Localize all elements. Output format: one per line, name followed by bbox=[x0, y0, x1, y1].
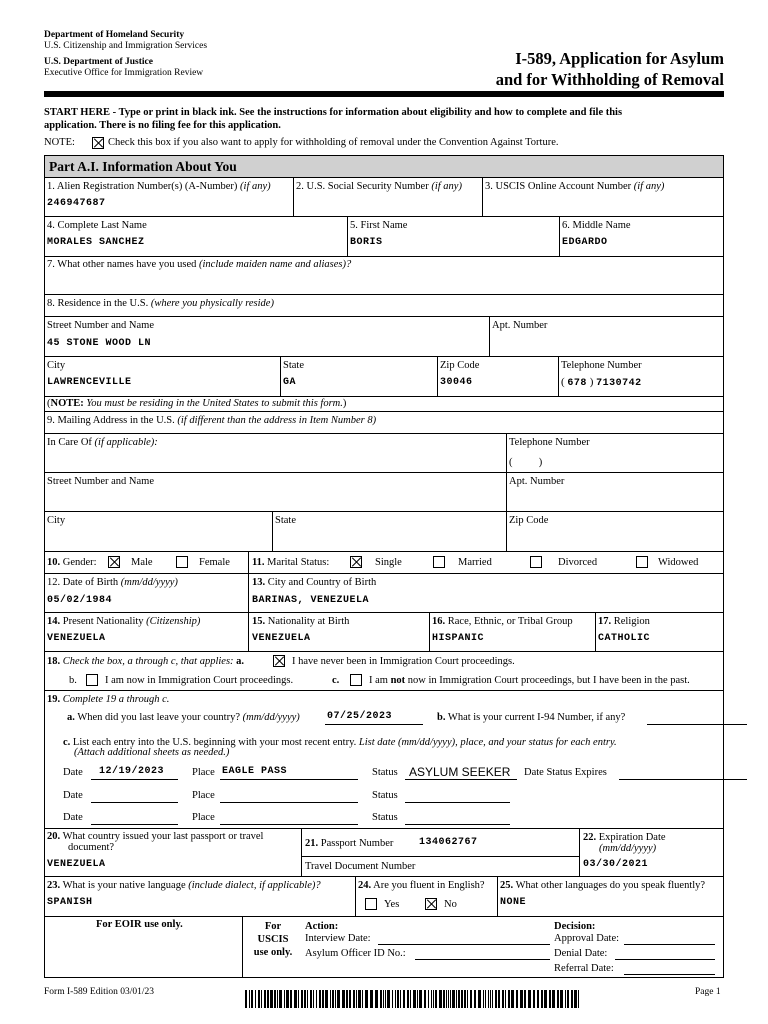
q22-format: (mm/dd/yyyy) bbox=[599, 843, 657, 854]
barcode-bar bbox=[450, 990, 451, 1008]
q9-zip-label: Zip Code bbox=[509, 515, 549, 526]
nationality-field[interactable]: VENEZUELA bbox=[47, 633, 106, 644]
barcode-bar bbox=[313, 990, 314, 1008]
start-here-line1: START HERE - Type or print in black ink. See the instructions for information about eligibility and how to complete and file this bbox=[44, 107, 623, 118]
barcode-bar bbox=[407, 990, 409, 1008]
entry1-place-field[interactable]: EAGLE PASS bbox=[222, 766, 288, 777]
agency-eoir: Executive Office for Immigration Review bbox=[44, 68, 204, 78]
q2-label: 2. U.S. Social Security Number (if any) bbox=[296, 181, 462, 192]
interview-date-field[interactable] bbox=[378, 944, 550, 945]
barcode-bar bbox=[387, 990, 390, 1008]
barcode-bar bbox=[298, 990, 299, 1008]
barcode-bar bbox=[332, 990, 334, 1008]
marital-married-checkbox[interactable] bbox=[433, 556, 445, 568]
barcode-bar bbox=[392, 990, 393, 1008]
note-label: NOTE: bbox=[44, 137, 75, 148]
q19c-attach: (Attach additional sheets as needed.) bbox=[74, 747, 230, 758]
q19c-label: c. List each entry into the U.S. beginning with your most recent entry. List date (mm/dd/yyyy), place, and your status for each entry. bbox=[63, 737, 617, 748]
q19-label: 19. Complete 19 a through c. bbox=[47, 694, 170, 705]
q19a-label: a. When did you last leave your country? (mm/dd/yyyy) bbox=[67, 712, 300, 723]
barcode-bar bbox=[349, 990, 351, 1008]
q9-label: 9. Mailing Address in the U.S. (if different than the address in Item Number 8) bbox=[47, 415, 377, 426]
referral-date-field[interactable] bbox=[624, 974, 715, 975]
barcode-bar bbox=[356, 990, 357, 1008]
barcode-bar bbox=[267, 990, 269, 1008]
approval-date-field[interactable] bbox=[624, 944, 715, 945]
barcode-bar bbox=[541, 990, 543, 1008]
agency-doj: U.S. Department of Justice bbox=[44, 57, 153, 67]
q8-city-label: City bbox=[47, 360, 66, 371]
cat-checkbox[interactable] bbox=[92, 137, 104, 149]
barcode-bar bbox=[346, 990, 348, 1008]
action-label: Action: bbox=[305, 921, 339, 932]
barcode-bar bbox=[492, 990, 493, 1008]
q3-label: 3. USCIS Online Account Number (if any) bbox=[485, 181, 665, 192]
barcode-bar bbox=[544, 990, 547, 1008]
barcode-bar bbox=[439, 990, 442, 1008]
part-title: Part A.I. Information About You bbox=[49, 159, 237, 174]
barcode-bar bbox=[461, 990, 463, 1008]
edition-label: Form I-589 Edition 03/01/23 bbox=[44, 987, 155, 997]
eoir-use-label: For EOIR use only. bbox=[96, 919, 183, 930]
barcode-bar bbox=[431, 990, 432, 1008]
expiration-date-field[interactable]: 03/30/2021 bbox=[583, 859, 649, 870]
birthplace-field[interactable]: BARINAS, VENEZUELA bbox=[252, 595, 370, 606]
approval-date-label: Approval Date: bbox=[554, 933, 620, 944]
barcode-bar bbox=[245, 990, 247, 1008]
barcode-bar bbox=[370, 990, 373, 1008]
barcode-bar bbox=[304, 990, 306, 1008]
marital-single-checkbox[interactable] bbox=[350, 556, 362, 568]
barcode-bar bbox=[552, 990, 555, 1008]
q9-city-label: City bbox=[47, 515, 66, 526]
marital-married-label: Married bbox=[458, 557, 492, 568]
court-never-checkbox[interactable] bbox=[273, 655, 285, 667]
english-no-label: No bbox=[444, 899, 457, 910]
q20-label: 20. What country issued your last passport or travel bbox=[47, 831, 264, 842]
barcode-bar bbox=[258, 990, 260, 1008]
dob-field[interactable]: 05/02/1984 bbox=[47, 595, 113, 606]
barcode bbox=[245, 990, 579, 1008]
barcode-bar bbox=[316, 990, 317, 1008]
barcode-bar bbox=[485, 990, 486, 1008]
barcode-bar bbox=[277, 990, 278, 1008]
gender-female-checkbox[interactable] bbox=[176, 556, 188, 568]
entry2-status-label: Status bbox=[372, 790, 398, 801]
barcode-bar bbox=[337, 990, 340, 1008]
barcode-bar bbox=[443, 990, 445, 1008]
ethnic-group-field[interactable]: HISPANIC bbox=[432, 633, 485, 644]
q9-state-label: State bbox=[275, 515, 296, 526]
other-languages-field[interactable]: NONE bbox=[500, 897, 527, 908]
barcode-bar bbox=[470, 990, 472, 1008]
barcode-bar bbox=[424, 990, 426, 1008]
q9-apt-label: Apt. Number bbox=[509, 476, 565, 487]
barcode-bar bbox=[560, 990, 563, 1008]
barcode-bar bbox=[395, 990, 396, 1008]
court-past-label: I am not now in Immigration Court proceedings, but I have been in the past. bbox=[369, 675, 690, 686]
barcode-bar bbox=[330, 990, 331, 1008]
a-number-field[interactable]: 246947687 bbox=[47, 198, 106, 209]
residence-zip-field[interactable]: 30046 bbox=[440, 377, 473, 388]
barcode-bar bbox=[419, 990, 422, 1008]
q18-label: 18. Check the box, a through c, that applies: a. bbox=[47, 656, 245, 667]
entry3-status-label: Status bbox=[372, 812, 398, 823]
travel-doc-label: Travel Document Number bbox=[305, 861, 416, 872]
barcode-bar bbox=[274, 990, 276, 1008]
barcode-bar bbox=[294, 990, 297, 1008]
entry3-status-field[interactable] bbox=[405, 824, 510, 825]
residence-city-field[interactable]: LAWRENCEVILLE bbox=[47, 377, 132, 388]
court-past-checkbox[interactable] bbox=[350, 674, 362, 686]
first-name-field[interactable]: BORIS bbox=[350, 237, 383, 248]
barcode-bar bbox=[319, 990, 321, 1008]
q11-label: 11. Marital Status: bbox=[252, 557, 330, 568]
barcode-bar bbox=[322, 990, 324, 1008]
entry1-date-label: Date bbox=[63, 767, 83, 778]
barcode-bar bbox=[511, 990, 514, 1008]
barcode-bar bbox=[574, 990, 577, 1008]
barcode-bar bbox=[380, 990, 382, 1008]
court-now-checkbox[interactable] bbox=[86, 674, 98, 686]
barcode-bar bbox=[533, 990, 535, 1008]
barcode-bar bbox=[325, 990, 328, 1008]
interview-date-label: Interview Date: bbox=[305, 933, 371, 944]
passport-country-field[interactable]: VENEZUELA bbox=[47, 859, 106, 870]
officer-id-field[interactable] bbox=[415, 959, 550, 960]
barcode-bar bbox=[474, 990, 476, 1008]
q24-label: 24. Are you fluent in English? bbox=[358, 880, 485, 891]
gender-male-checkbox[interactable] bbox=[108, 556, 120, 568]
entry3-date-label: Date bbox=[63, 812, 83, 823]
barcode-bar bbox=[571, 990, 573, 1008]
marital-widowed-label: Widowed bbox=[658, 557, 699, 568]
birth-nationality-field[interactable]: VENEZUELA bbox=[252, 633, 311, 644]
barcode-bar bbox=[505, 990, 506, 1008]
middle-name-field[interactable]: EDGARDO bbox=[562, 237, 608, 248]
q9-phone-parens[interactable]: ( ) bbox=[509, 457, 543, 468]
q21-label: 21. Passport Number bbox=[305, 838, 394, 849]
barcode-bar bbox=[488, 990, 489, 1008]
q19b-label: b. What is your current I-94 Number, if any? bbox=[437, 712, 626, 723]
q13-label: 13. City and Country of Birth bbox=[252, 577, 377, 588]
start-here-line2: application. There is no filing fee for this application. bbox=[44, 120, 281, 131]
barcode-bar bbox=[578, 990, 579, 1008]
barcode-bar bbox=[495, 990, 497, 1008]
q18-c-letter: c. bbox=[332, 675, 340, 686]
q23-label: 23. What is your native language (include dialect, if applicable)? bbox=[47, 880, 321, 891]
barcode-bar bbox=[557, 990, 559, 1008]
q8-note: (NOTE: You must be residing in the United States to submit this form.) bbox=[47, 398, 347, 409]
barcode-bar bbox=[467, 990, 468, 1008]
barcode-bar bbox=[279, 990, 282, 1008]
header-rule bbox=[44, 91, 724, 97]
barcode-bar bbox=[549, 990, 551, 1008]
english-yes-label: Yes bbox=[384, 899, 400, 910]
barcode-bar bbox=[435, 990, 437, 1008]
entry3-date-field[interactable] bbox=[91, 824, 178, 825]
denial-date-label: Denial Date: bbox=[554, 948, 608, 959]
barcode-bar bbox=[310, 990, 312, 1008]
entry3-place-field[interactable] bbox=[220, 824, 358, 825]
barcode-bar bbox=[249, 990, 250, 1008]
marital-single-label: Single bbox=[375, 557, 402, 568]
barcode-bar bbox=[261, 990, 262, 1008]
barcode-bar bbox=[255, 990, 256, 1008]
q16-label: 16. Race, Ethnic, or Tribal Group bbox=[432, 616, 573, 627]
entry2-date-label: Date bbox=[63, 790, 83, 801]
barcode-bar bbox=[565, 990, 566, 1008]
barcode-bar bbox=[456, 990, 457, 1008]
barcode-bar bbox=[478, 990, 481, 1008]
barcode-bar bbox=[516, 990, 518, 1008]
barcode-bar bbox=[270, 990, 273, 1008]
q1-label: 1. Alien Registration Number(s) (A-Number) (if any) bbox=[47, 181, 271, 192]
q9-care-label: In Care Of (if applicable): bbox=[47, 437, 158, 448]
gender-female-label: Female bbox=[199, 557, 230, 568]
marital-widowed-checkbox[interactable] bbox=[636, 556, 648, 568]
q20-label-cont: document? bbox=[68, 842, 115, 853]
barcode-bar bbox=[520, 990, 523, 1008]
barcode-bar bbox=[353, 990, 355, 1008]
q18-b-letter: b. bbox=[69, 675, 77, 686]
q8-zip-label: Zip Code bbox=[440, 360, 480, 371]
q8-label: 8. Residence in the U.S. (where you physically reside) bbox=[47, 298, 274, 309]
q8-phone-label: Telephone Number bbox=[561, 360, 642, 371]
passport-number-field[interactable]: 134062767 bbox=[419, 837, 478, 848]
q22-label: 22. Expiration Date bbox=[583, 832, 666, 843]
agency-uscis: U.S. Citizenship and Immigration Services bbox=[44, 41, 208, 51]
barcode-bar bbox=[290, 990, 292, 1008]
q10-label: 10. Gender: bbox=[47, 557, 97, 568]
barcode-bar bbox=[464, 990, 466, 1008]
decision-label: Decision: bbox=[554, 921, 596, 932]
barcode-bar bbox=[417, 990, 418, 1008]
entry1-place-label: Place bbox=[192, 767, 215, 778]
court-now-label: I am now in Immigration Court proceedings. bbox=[105, 675, 294, 686]
entry2-place-label: Place bbox=[192, 790, 215, 801]
english-no-checkbox[interactable] bbox=[425, 898, 437, 910]
entry2-place-field[interactable] bbox=[220, 802, 358, 803]
barcode-bar bbox=[307, 990, 308, 1008]
barcode-bar bbox=[365, 990, 368, 1008]
entry3-place-label: Place bbox=[192, 812, 215, 823]
last-left-date-field[interactable]: 07/25/2023 bbox=[327, 711, 393, 722]
q14-label: 14. Present Nationality (Citizenship) bbox=[47, 616, 201, 627]
entry1-expires-field[interactable] bbox=[619, 779, 747, 780]
entry2-status-field[interactable] bbox=[405, 802, 510, 803]
court-never-label: I have never been in Immigration Court proceedings. bbox=[292, 656, 515, 667]
gender-male-label: Male bbox=[131, 557, 153, 568]
form-title-line1: I-589, Application for Asylum bbox=[515, 49, 724, 68]
barcode-bar bbox=[284, 990, 285, 1008]
barcode-bar bbox=[301, 990, 303, 1008]
barcode-bar bbox=[383, 990, 384, 1008]
barcode-bar bbox=[428, 990, 429, 1008]
start-here bbox=[44, 106, 622, 132]
english-yes-checkbox[interactable] bbox=[365, 898, 377, 910]
barcode-bar bbox=[264, 990, 266, 1008]
q8-state-label: State bbox=[283, 360, 304, 371]
denial-date-field[interactable] bbox=[615, 959, 715, 960]
barcode-bar bbox=[448, 990, 449, 1008]
religion-field[interactable]: CATHOLIC bbox=[598, 633, 651, 644]
barcode-bar bbox=[286, 990, 289, 1008]
part-header bbox=[45, 156, 723, 178]
entry1-date-field[interactable]: 12/19/2023 bbox=[99, 766, 165, 777]
barcode-bar bbox=[567, 990, 569, 1008]
last-name-field[interactable]: MORALES SANCHEZ bbox=[47, 237, 145, 248]
q8-apt-label: Apt. Number bbox=[492, 320, 548, 331]
i94-field[interactable] bbox=[647, 724, 747, 725]
barcode-bar bbox=[375, 990, 378, 1008]
form-title-line2: and for Withholding of Removal bbox=[495, 70, 724, 89]
barcode-bar bbox=[490, 990, 491, 1008]
barcode-bar bbox=[498, 990, 500, 1008]
barcode-bar bbox=[362, 990, 363, 1008]
entry1-status-label: Status bbox=[372, 767, 398, 778]
marital-divorced-label: Divorced bbox=[558, 557, 598, 568]
q4-label: 4. Complete Last Name bbox=[47, 220, 147, 231]
barcode-bar bbox=[502, 990, 504, 1008]
barcode-bar bbox=[452, 990, 455, 1008]
barcode-bar bbox=[335, 990, 336, 1008]
q5-label: 5. First Name bbox=[350, 220, 408, 231]
marital-divorced-checkbox[interactable] bbox=[530, 556, 542, 568]
barcode-bar bbox=[385, 990, 386, 1008]
q9-phone-label: Telephone Number bbox=[509, 437, 590, 448]
residence-street-field[interactable]: 45 STONE WOOD LN bbox=[47, 338, 152, 349]
residence-state-field[interactable]: GA bbox=[283, 377, 297, 388]
officer-id-label: Asylum Officer ID No.: bbox=[305, 948, 406, 959]
barcode-bar bbox=[483, 990, 484, 1008]
barcode-bar bbox=[403, 990, 405, 1008]
residence-phone-field[interactable]: ( 678 ) 7130742 bbox=[561, 376, 642, 389]
barcode-bar bbox=[537, 990, 539, 1008]
q9-street-label: Street Number and Name bbox=[47, 476, 155, 487]
entry1-status-field[interactable]: ASYLUM SEEKER bbox=[409, 765, 511, 779]
barcode-bar bbox=[446, 990, 447, 1008]
q6-label: 6. Middle Name bbox=[562, 220, 631, 231]
barcode-bar bbox=[251, 990, 253, 1008]
q25-label: 25. What other languages do you speak fluently? bbox=[500, 880, 706, 891]
q8-street-label: Street Number and Name bbox=[47, 320, 155, 331]
q17-label: 17. Religion bbox=[598, 616, 650, 627]
q15-label: 15. Nationality at Birth bbox=[252, 616, 350, 627]
barcode-bar bbox=[433, 990, 434, 1008]
barcode-bar bbox=[524, 990, 526, 1008]
barcode-bar bbox=[458, 990, 460, 1008]
barcode-bar bbox=[410, 990, 411, 1008]
entry1-expires-label: Date Status Expires bbox=[524, 767, 607, 778]
barcode-bar bbox=[508, 990, 510, 1008]
entry2-date-field[interactable] bbox=[91, 802, 178, 803]
q7-label: 7. What other names have you used (include maiden name and aliases)? bbox=[47, 259, 352, 270]
q12-label: 12. Date of Birth (mm/dd/yyyy) bbox=[47, 577, 178, 588]
page-number: Page 1 bbox=[695, 987, 721, 997]
barcode-bar bbox=[400, 990, 401, 1008]
referral-date-label: Referral Date: bbox=[554, 963, 614, 974]
barcode-bar bbox=[528, 990, 531, 1008]
agency-block bbox=[44, 30, 207, 79]
barcode-bar bbox=[397, 990, 399, 1008]
agency-dhs: Department of Homeland Security bbox=[44, 30, 185, 40]
barcode-bar bbox=[342, 990, 345, 1008]
barcode-bar bbox=[413, 990, 416, 1008]
note-text: Check this box if you also want to apply for withholding of removal under the Convention Against Torture. bbox=[108, 137, 559, 148]
native-language-field[interactable]: SPANISH bbox=[47, 897, 93, 908]
uscis-use-label: For USCIS use only. bbox=[253, 921, 293, 958]
barcode-bar bbox=[358, 990, 361, 1008]
